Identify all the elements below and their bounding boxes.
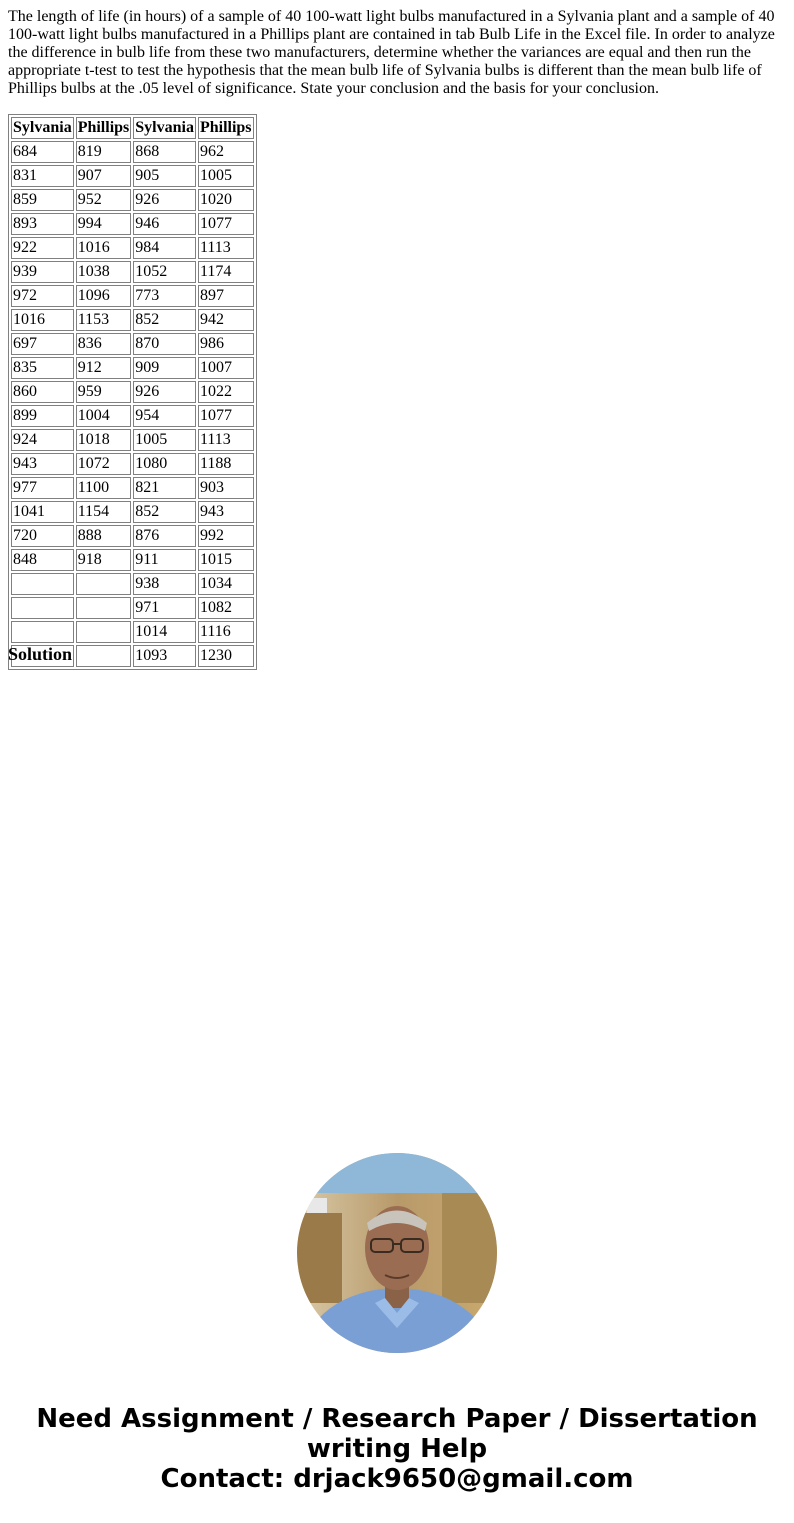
table-cell (76, 597, 132, 619)
promo-contact: Contact: drjack9650@gmail.com (160, 1464, 634, 1494)
table-cell: 939 (11, 261, 74, 283)
table-cell: 773 (133, 285, 196, 307)
table-cell: 1041 (11, 501, 74, 523)
table-cell: 1116 (198, 621, 254, 643)
table-row (11, 525, 254, 547)
table-cell: 859 (11, 189, 74, 211)
table-cell: 1153 (76, 309, 132, 331)
table-cell: 962 (198, 141, 254, 163)
table-cell: 954 (133, 405, 196, 427)
table-cell: 684 (11, 141, 74, 163)
table-cell: 1015 (198, 549, 254, 571)
table-cell: 972 (11, 285, 74, 307)
table-cell: 926 (133, 381, 196, 403)
column-header: Phillips (76, 117, 132, 139)
table-cell: 1034 (198, 573, 254, 595)
table-cell: 918 (76, 549, 132, 571)
table-cell: 1230 (198, 645, 254, 667)
table-cell: 942 (198, 309, 254, 331)
table-cell (76, 645, 132, 667)
table-cell: 943 (11, 453, 74, 475)
table-cell: 1174 (198, 261, 254, 283)
table-cell: 903 (198, 477, 254, 499)
table-cell: 1080 (133, 453, 196, 475)
table-cell: 1093 (133, 645, 196, 667)
table-row (11, 141, 254, 163)
table-cell: 994 (76, 213, 132, 235)
table-cell: 971 (133, 597, 196, 619)
table-cell: 943 (198, 501, 254, 523)
solution-heading: Solution (8, 644, 73, 664)
table-cell: 952 (76, 189, 132, 211)
table-row (11, 501, 254, 523)
table-cell: 819 (76, 141, 132, 163)
table-cell: 697 (11, 333, 74, 355)
table-cell: 1154 (76, 501, 132, 523)
table-row (11, 477, 254, 499)
table-cell: 1016 (76, 237, 132, 259)
table-cell: 946 (133, 213, 196, 235)
column-header: Phillips (198, 117, 254, 139)
table-cell: 831 (11, 165, 74, 187)
table-cell: 720 (11, 525, 74, 547)
table-row (11, 309, 254, 331)
table-cell: 911 (133, 549, 196, 571)
table-cell: 888 (76, 525, 132, 547)
table-cell: 899 (11, 405, 74, 427)
table-cell: 905 (133, 165, 196, 187)
table-row (11, 189, 254, 211)
table-cell: 1004 (76, 405, 132, 427)
table-row (11, 549, 254, 571)
table-header-row (11, 117, 254, 139)
table-row (11, 405, 254, 427)
promo-line: writing Help (306, 1434, 488, 1464)
table-cell: 1014 (133, 621, 196, 643)
table-cell: 835 (11, 357, 74, 379)
table-row (11, 381, 254, 403)
table-cell: 1096 (76, 285, 132, 307)
table-cell: 986 (198, 333, 254, 355)
table-cell: 909 (133, 357, 196, 379)
table-cell: 1072 (76, 453, 132, 475)
table-row (11, 237, 254, 259)
table-cell: 852 (133, 309, 196, 331)
table-cell: 1005 (133, 429, 196, 451)
table-row (11, 357, 254, 379)
table-cell: 992 (198, 525, 254, 547)
table-cell: 1077 (198, 213, 254, 235)
table-cell: 897 (198, 285, 254, 307)
table-cell: 1100 (76, 477, 132, 499)
tutor-photo-icon (297, 1153, 497, 1353)
table-row (11, 285, 254, 307)
table-cell (11, 597, 74, 619)
table-cell: 1022 (198, 381, 254, 403)
table-cell: 977 (11, 477, 74, 499)
table-row (11, 453, 254, 475)
table-row (11, 213, 254, 235)
table-cell: 907 (76, 165, 132, 187)
promo-line: Need Assignment / Research Paper / Dissertation (36, 1404, 758, 1434)
table-row (11, 597, 254, 619)
table-cell: 868 (133, 141, 196, 163)
table-cell: 893 (11, 213, 74, 235)
table-cell: 1082 (198, 597, 254, 619)
table-cell (11, 573, 74, 595)
table-cell: 1188 (198, 453, 254, 475)
table-cell: 922 (11, 237, 74, 259)
table-cell: 926 (133, 189, 196, 211)
table-cell: 1077 (198, 405, 254, 427)
table-cell: 1016 (11, 309, 74, 331)
tutor-avatar (297, 1153, 497, 1353)
table-cell: 1020 (198, 189, 254, 211)
table-cell: 1038 (76, 261, 132, 283)
column-header: Sylvania (133, 117, 196, 139)
table-row (11, 261, 254, 283)
column-header: Sylvania (11, 117, 74, 139)
table-row (11, 429, 254, 451)
bulb-life-table (8, 114, 257, 670)
table-row (11, 621, 254, 643)
table-cell: 876 (133, 525, 196, 547)
table-row (11, 165, 254, 187)
table-cell: 924 (11, 429, 74, 451)
table-cell: 1007 (198, 357, 254, 379)
table-cell: 1052 (133, 261, 196, 283)
table-cell: 1113 (198, 237, 254, 259)
table-row (11, 573, 254, 595)
table-cell: 1005 (198, 165, 254, 187)
table-cell: 870 (133, 333, 196, 355)
table-cell: 984 (133, 237, 196, 259)
table-cell: 959 (76, 381, 132, 403)
table-cell: 848 (11, 549, 74, 571)
table-cell (11, 621, 74, 643)
table-cell: 1113 (198, 429, 254, 451)
table-cell: 836 (76, 333, 132, 355)
question-text: The length of life (in hours) of a sample of 40 100-watt light bulbs manufactured in a Sylvania plant and a sample of 40 100-watt light bulbs manufactured in a Phillips plant are contained in tab Bulb Life in the Excel file. In order to analyze the difference in bulb life from these two manufacturers, determine whether the variances are equal and then run the appropriate t-test to test the hypothesis that the mean bulb life of Sylvania bulbs is different than the mean bulb life of Phillips bulbs at the .05 level of significance. State your conclusion and the basis for your conclusion. (8, 8, 775, 97)
table-row (11, 333, 254, 355)
table-cell: 938 (133, 573, 196, 595)
table-cell: 912 (76, 357, 132, 379)
table-cell (76, 621, 132, 643)
promo-banner (0, 1404, 794, 1494)
table-body (11, 141, 254, 667)
table-cell: 821 (133, 477, 196, 499)
table-cell: 1018 (76, 429, 132, 451)
table-cell: 860 (11, 381, 74, 403)
table-cell (76, 573, 132, 595)
table-cell: 852 (133, 501, 196, 523)
